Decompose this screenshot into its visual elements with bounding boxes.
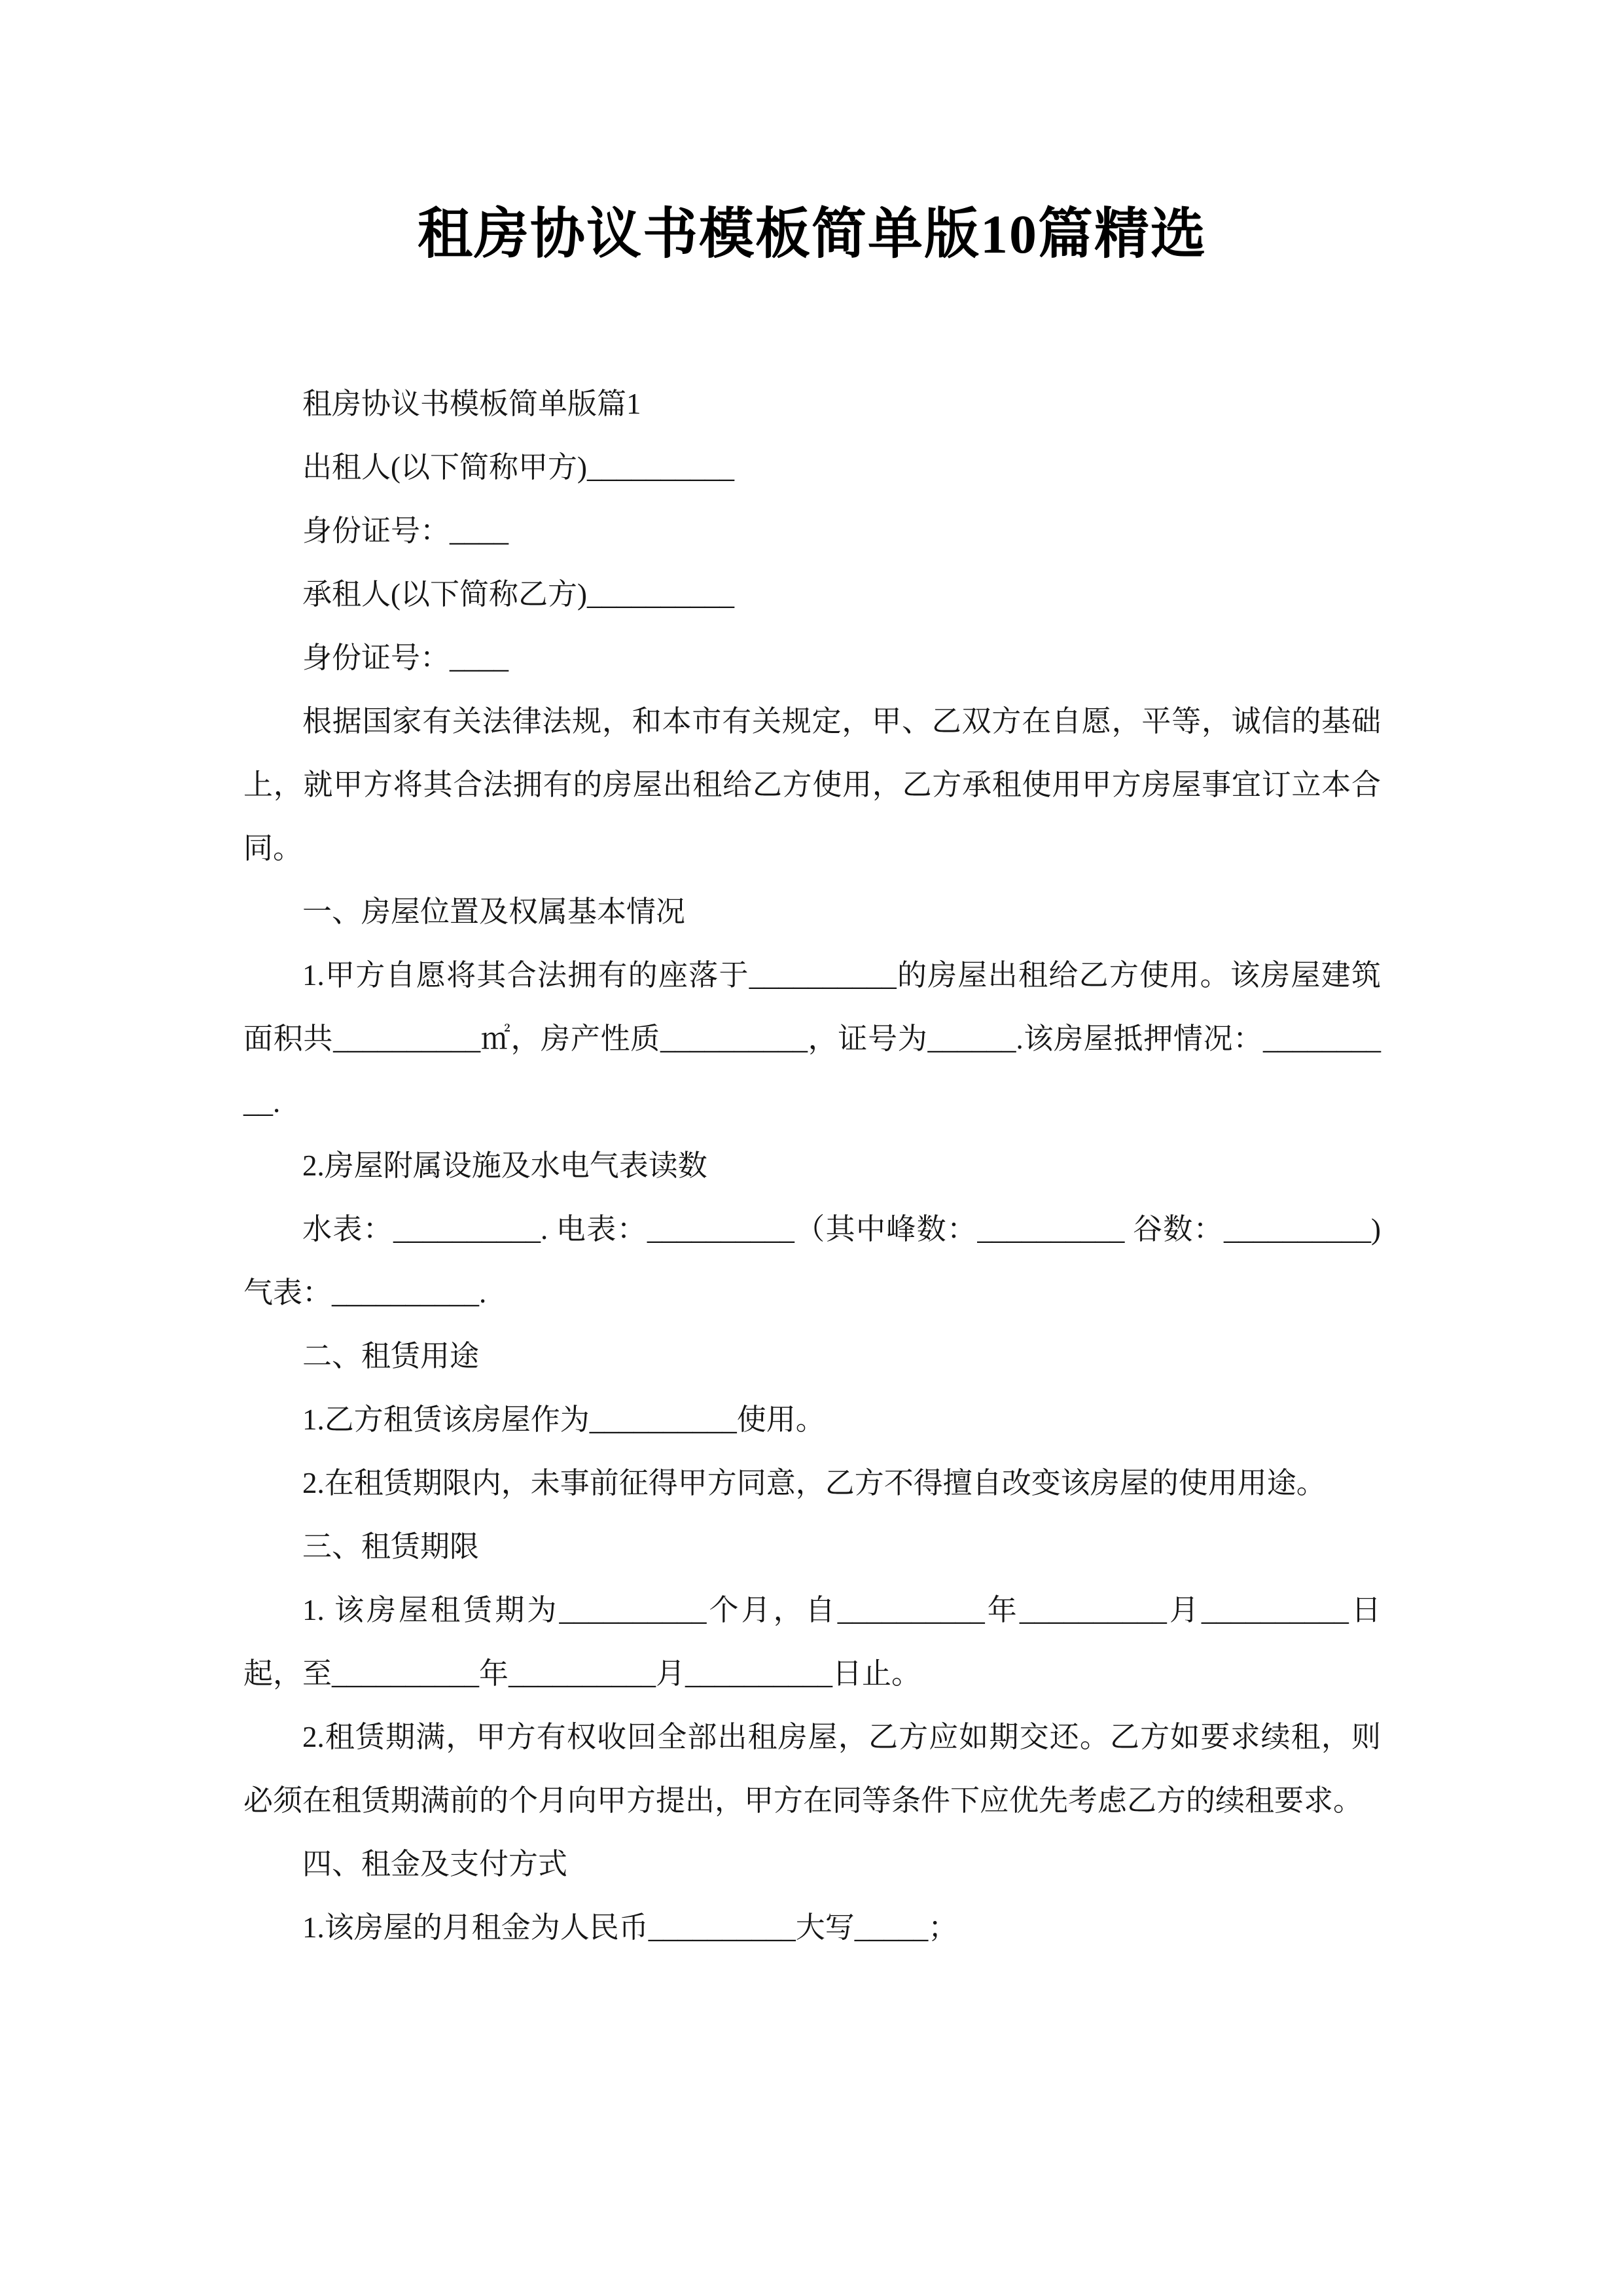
- paragraph-lessee-id: 身份证号：____: [302, 641, 509, 674]
- paragraph-clause-1-1: 1.甲方自愿将其合法拥有的座落于__________的房屋出租给乙方使用。该房屋建筑面积共__________㎡，房产性质__________，证号为______.该房屋抵押情况：__________.: [243, 959, 1381, 1119]
- paragraph-lessor-line: 出租人(以下简称甲方)__________: [302, 451, 734, 484]
- paragraph-clause-2-2: 2.在租赁期限内，未事前征得甲方同意，乙方不得擅自改变该房屋的使用用途。: [302, 1467, 1326, 1499]
- paragraph-heading-1: 一、房屋位置及权属基本情况: [302, 895, 686, 928]
- paragraph-meter-readings: 水表：__________. 电表：__________（其中峰数：__________ 谷数：__________)气表：__________.: [243, 1213, 1381, 1309]
- paragraph-preamble: 根据国家有关法律法规，和本市有关规定，甲、乙双方在自愿，平等，诚信的基础上，就甲方将其合法拥有的房屋出租给乙方使用，乙方承租使用甲方房屋事宜订立本合同。: [243, 705, 1381, 865]
- paragraph-section-label: 租房协议书模板简单版篇1: [302, 387, 641, 420]
- paragraph-clause-4-1: 1.该房屋的月租金为人民币__________大写_____；: [302, 1911, 958, 1944]
- document-body: [243, 372, 1381, 1960]
- paragraph-clause-3-1: 1. 该房屋租赁期为__________个月，自__________年__________月__________日起，至__________年__________月__________日止。: [243, 1594, 1381, 1690]
- paragraph-clause-1-2: 2.房屋附属设施及水电气表读数: [302, 1149, 707, 1182]
- paragraph-clause-3-2: 2.租赁期满，甲方有权收回全部出租房屋，乙方应如期交还。乙方如要求续租，则必须在租赁期满前的个月向甲方提出，甲方在同等条件下应优先考虑乙方的续租要求。: [243, 1721, 1381, 1817]
- paragraph-heading-3: 三、租赁期限: [302, 1530, 480, 1563]
- paragraph-clause-2-1: 1.乙方租赁该房屋作为__________使用。: [302, 1403, 825, 1436]
- paragraph-heading-2: 二、租赁用途: [302, 1340, 480, 1372]
- paragraph-lessee-line: 承租人(以下简称乙方)__________: [302, 578, 734, 611]
- paragraph-lessor-id: 身份证号：____: [302, 514, 509, 547]
- paragraph-heading-4: 四、租金及支付方式: [302, 1848, 568, 1880]
- document-title: 租房协议书模板简单版10篇精选: [417, 204, 1207, 265]
